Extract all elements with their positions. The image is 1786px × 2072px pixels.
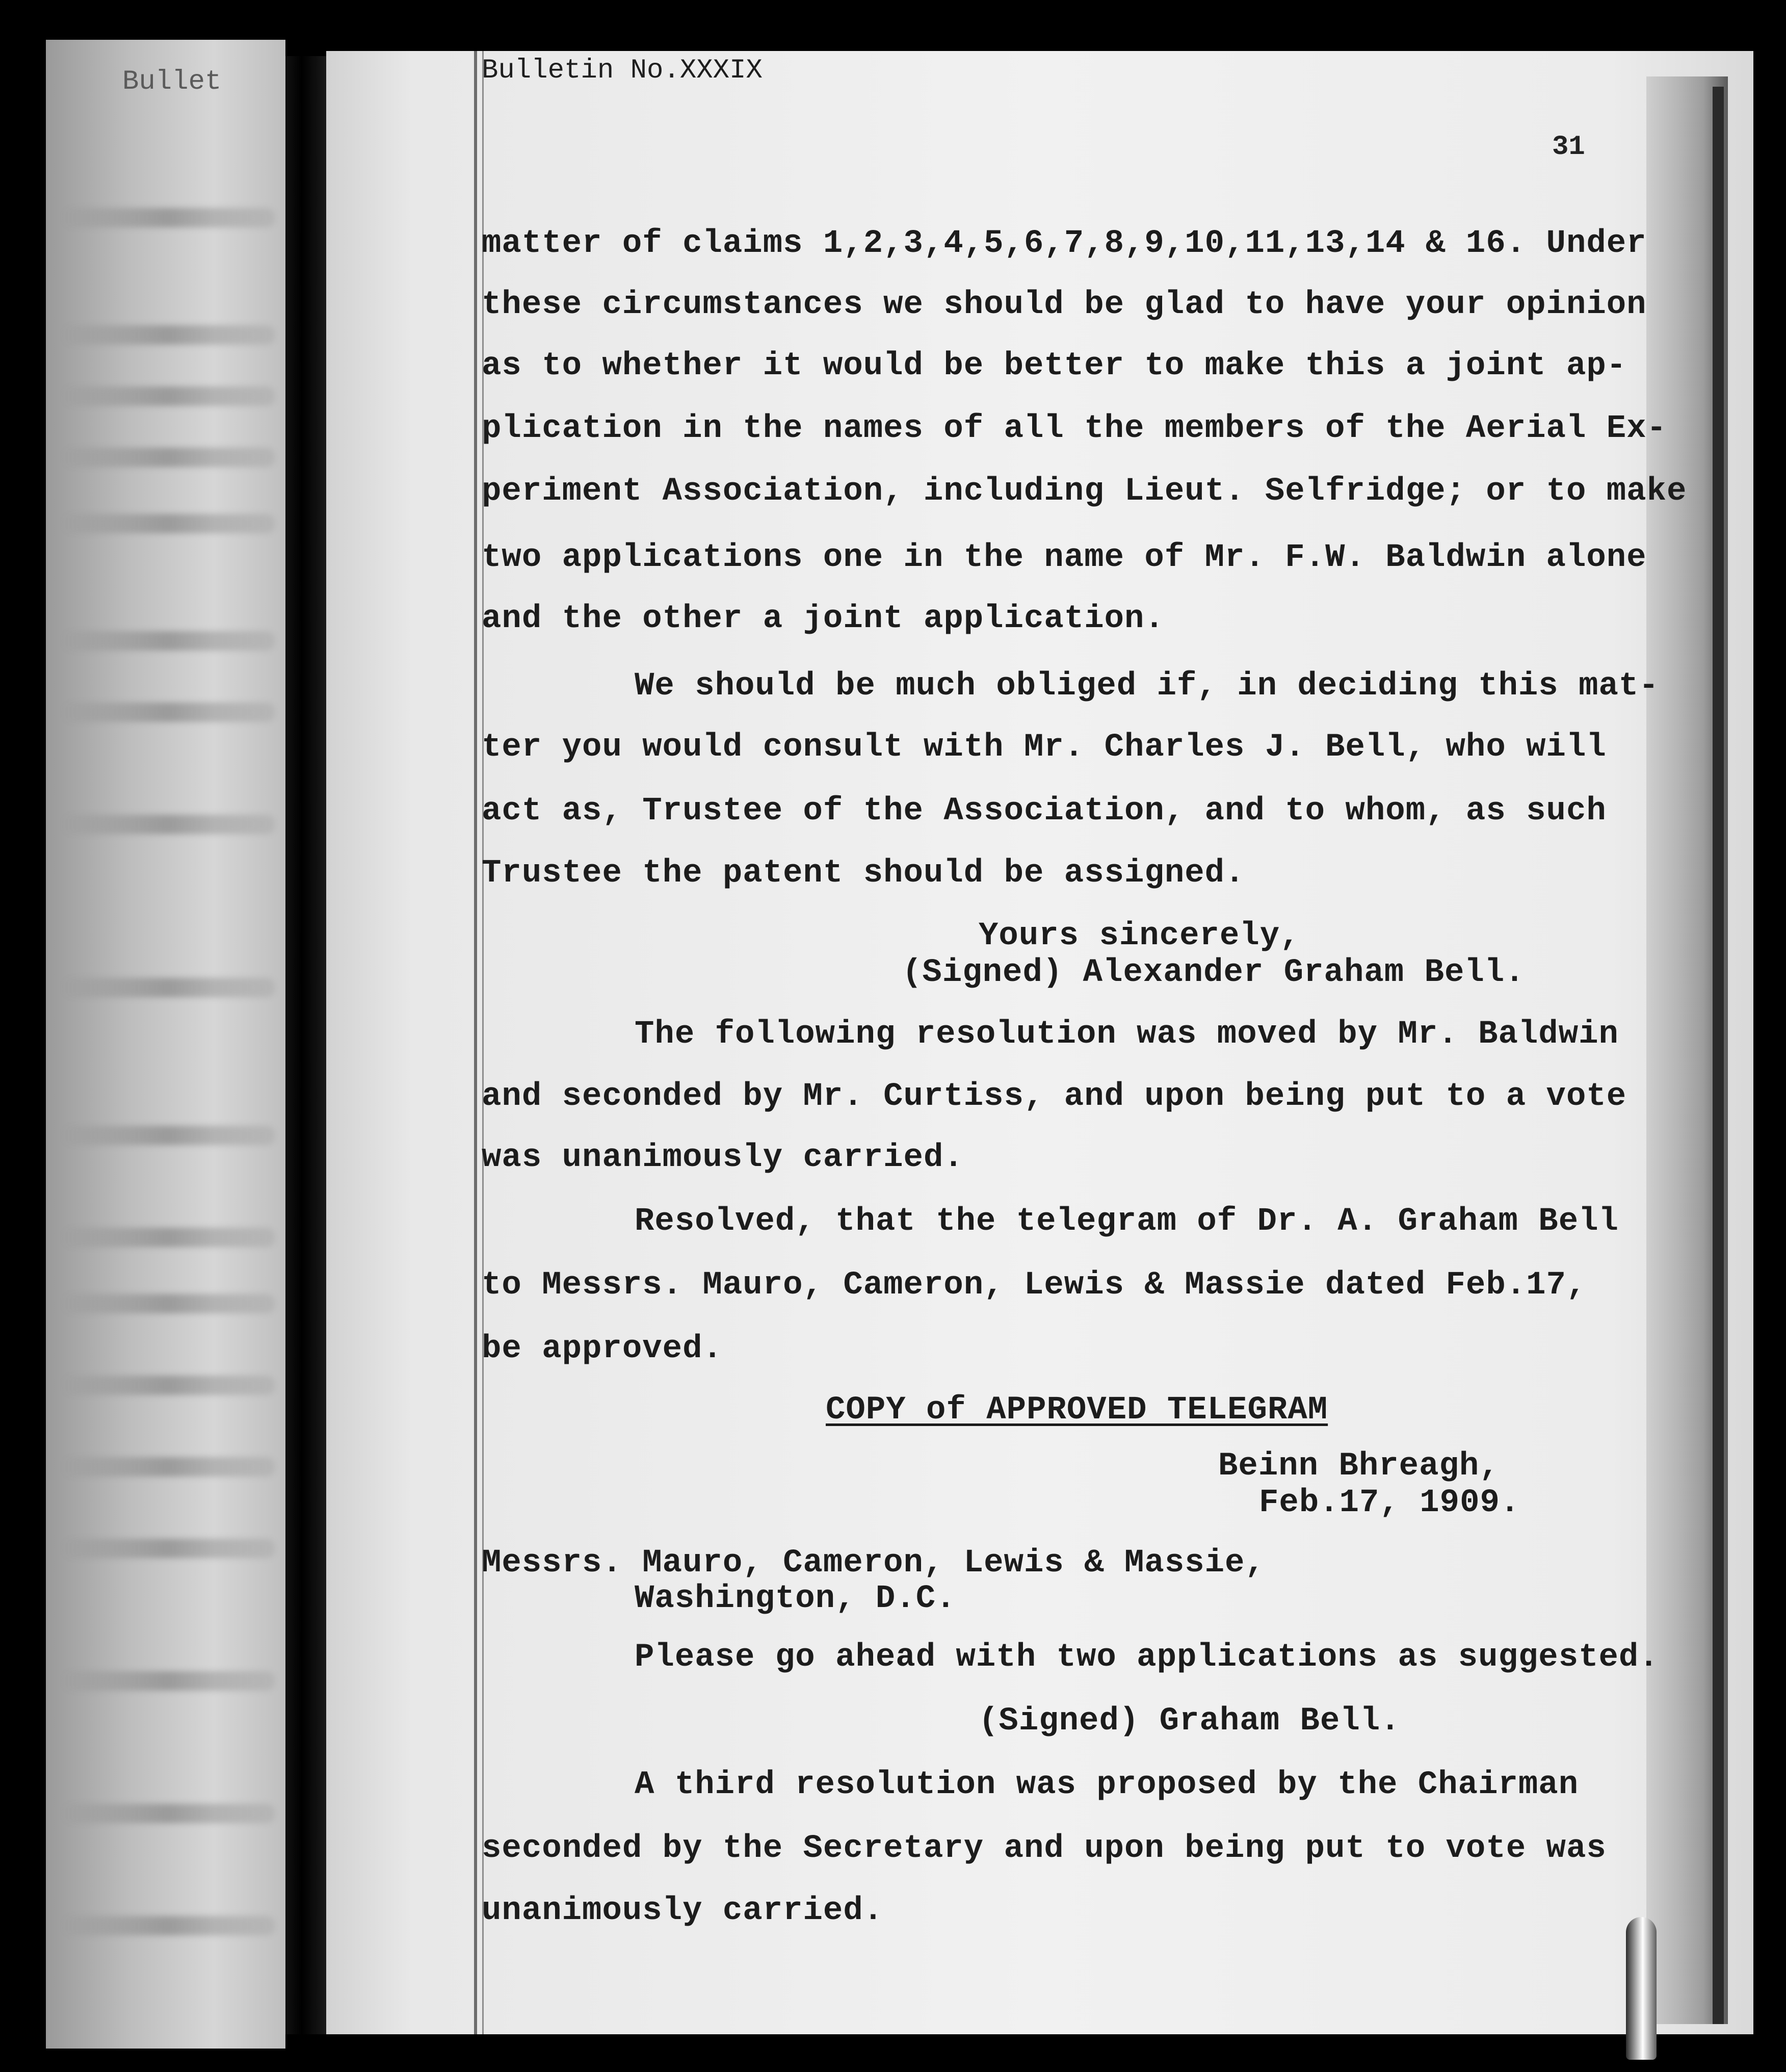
body-line: We should be much obliged if, in deciding this mat-: [635, 668, 1659, 705]
faded-text-line: [61, 1804, 275, 1823]
faded-text-line: [61, 1539, 275, 1558]
faded-text-line: [61, 448, 275, 467]
body-line: and seconded by Mr. Curtiss, and upon being put to a vote: [482, 1078, 1627, 1115]
body-line: The following resolution was moved by Mr. Baldwin: [635, 1016, 1619, 1053]
body-line: and the other a joint application.: [482, 601, 1165, 637]
body-line: periment Association, including Lieut. Selfridge; or to make: [482, 473, 1687, 510]
body-line: seconded by the Secretary and upon being put to vote was: [482, 1830, 1607, 1867]
facing-page-header: Bullet: [122, 66, 222, 97]
page-clip: [1626, 1917, 1657, 2060]
page-number: 31: [1552, 132, 1585, 163]
faded-text-line: [61, 1916, 275, 1935]
body-line: act as, Trustee of the Association, and to whom, as such: [482, 793, 1607, 830]
faded-text-line: [61, 1376, 275, 1395]
telegram-body: Please go ahead with two applications as suggested.: [635, 1639, 1659, 1676]
faded-text-line: [61, 208, 275, 227]
faded-text-line: [61, 1228, 275, 1247]
faded-text-line: [61, 514, 275, 533]
closing-salutation: Yours sincerely,: [979, 918, 1300, 954]
body-line: Trustee the patent should be assigned.: [482, 855, 1245, 892]
body-line: ter you would consult with Mr. Charles J. Bell, who will: [482, 729, 1607, 766]
telegram-heading: COPY of APPROVED TELEGRAM: [826, 1392, 1328, 1429]
faded-text-line: [61, 386, 275, 406]
faded-text-line: [61, 1457, 275, 1477]
body-line: A third resolution was proposed by the Chairman: [635, 1767, 1579, 1803]
telegram-address-city: Washington, D.C.: [635, 1581, 956, 1617]
body-line: to Messrs. Mauro, Cameron, Lewis & Massie dated Feb.17,: [482, 1267, 1587, 1304]
body-line: matter of claims 1,2,3,4,5,6,7,8,9,10,11,13,14 & 16. Under: [482, 225, 1647, 262]
faded-text-line: [61, 1294, 275, 1313]
body-line: Resolved, that the telegram of Dr. A. Graham Bell: [635, 1203, 1619, 1240]
telegram-signature: (Signed) Graham Bell.: [979, 1703, 1401, 1740]
telegram-date: Feb.17, 1909.: [1259, 1485, 1520, 1521]
faded-text-line: [61, 703, 275, 722]
body-line: plication in the names of all the members of the Aerial Ex-: [482, 410, 1667, 447]
facing-page: [46, 40, 285, 2049]
binding-gutter: [285, 56, 326, 2034]
body-line: be approved.: [482, 1331, 723, 1367]
body-line: was unanimously carried.: [482, 1139, 964, 1176]
body-line: two applications one in the name of Mr. F.W. Baldwin alone: [482, 539, 1647, 576]
body-line: these circumstances we should be glad to have your opinion: [482, 287, 1647, 323]
faded-text-line: [61, 1671, 275, 1691]
page-edge-shadow: [1713, 87, 1724, 2024]
faded-text-line: [61, 815, 275, 834]
signature-line: (Signed) Alexander Graham Bell.: [902, 954, 1525, 991]
telegram-addressee: Messrs. Mauro, Cameron, Lewis & Massie,: [482, 1545, 1265, 1582]
margin-rule: [474, 51, 477, 2034]
faded-text-line: [61, 325, 275, 345]
body-line: as to whether it would be better to make this a joint ap-: [482, 348, 1627, 384]
faded-text-line: [61, 1126, 275, 1145]
faded-text-line: [61, 978, 275, 997]
body-line: unanimously carried.: [482, 1893, 884, 1929]
telegram-place: Beinn Bhreagh,: [1218, 1448, 1500, 1485]
faded-text-line: [61, 631, 275, 651]
bulletin-header: Bulletin No.XXXIX: [482, 55, 763, 86]
